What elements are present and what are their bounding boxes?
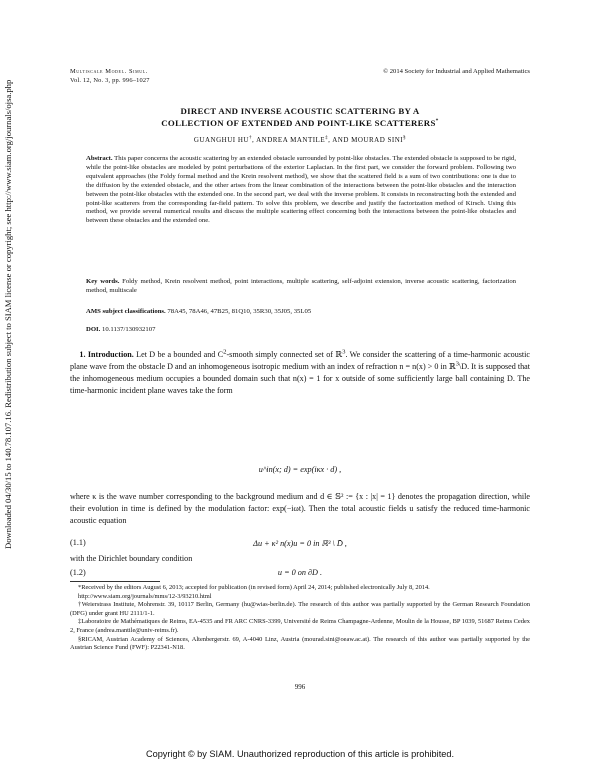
footnote-author-2: ‡Laboratoire de Mathématiques de Reims, EA-4535 and FR ARC CNRS-3399, Université de Reims Champagne-Ardenne, Moulin de la Housse, BP 1039, 51687 Reims Cedex 2, France (andrea.mantile@univ-reims.fr). — [70, 618, 530, 634]
doi-label: DOI. — [86, 326, 101, 333]
keywords-text: Foldy method, Krein resolvent method, point interactions, multiple scattering, self-adjoint extension, inverse acoustic scattering, factorization method, multiscale — [86, 278, 517, 294]
ams-text: 78A45, 78A46, 47B25, 81Q10, 35R30, 35J05, 35L05 — [167, 308, 312, 315]
introduction-paragraph-1: 1. Introduction. Let D be a bounded and $C^2$-smooth simply connected set of ℝ$^3$. We consider the scattering of a time-harmonic acoustic plane wave from the obstacle D and an inhomogeneous isotropic medium with an index of refraction n = n(x) > 0 in ℝ$^3$\D. It is supposed that the inhomogeneous medium occupies a bounded domain such that n(x) = 1 for x outside of some sufficiently large ball containing D. The time-harmonic incident plane waves take the form — [70, 348, 531, 395]
doi-text: 10.1137/130932107 — [101, 326, 156, 333]
bottom-copyright: Copyright © by SIAM. Unauthorized reproduction of this article is prohibited. — [145, 749, 455, 759]
footnote-received: *Received by the editors August 6, 2013; accepted for publication (in revised form) April 24, 2014; published electronically July 8, 2014. — [78, 584, 430, 591]
equation-1-1 — [70, 538, 530, 550]
author-1: GUANGHUI HU — [193, 136, 249, 144]
journal-volume: Vol. 12, No. 3, pp. 996–1027 — [70, 76, 150, 84]
section-heading: 1. Introduction. — [79, 350, 134, 359]
paper-title — [70, 106, 530, 129]
incident-wave-equation: u^in(x; d) = exp(iκx · d) , — [258, 465, 342, 474]
boundary-condition-text: with the Dirichlet boundary condition — [70, 554, 193, 563]
title-line-1: DIRECT AND INVERSE ACOUSTIC SCATTERING BY A — [180, 106, 420, 116]
title-footnote-mark: * — [435, 117, 439, 124]
footnotes — [70, 584, 530, 653]
footnote-author-1: †Weierstrass Institute, Mohrenstr. 39, 10117 Berlin, Germany (hu@wias-berlin.de). The research of this author was partially supported by the German Research Foundation (DFG) under grant HU 2111/1-1. — [70, 601, 530, 617]
abstract-label: Abstract. — [86, 155, 113, 162]
abstract — [86, 155, 516, 226]
footnote-author-3: §RICAM, Austrian Academy of Sciences, Altenbergerstr. 69, A-4040 Linz, Austria (mourad.sini@oeaw.ac.at). The research of this author was partially supported by the Austrian Science Fund (FWF): P22341-N18. — [70, 635, 530, 652]
journal-header — [70, 68, 150, 85]
journal-name: Multiscale Model. Simul. — [70, 68, 149, 75]
ams-label: AMS subject classifications. — [86, 308, 166, 315]
footnote-url[interactable]: http://www.siam.org/journals/mms/12-3/93210.html — [78, 592, 212, 600]
download-notice: Downloaded 04/30/15 to 140.78.107.16. Redistribution subject to SIAM license or copyright; see http://www.siam.org/journals/ojsa.php — [3, 79, 13, 549]
equation-1-2 — [70, 568, 530, 580]
equation-1-1-expression: Δu + κ² n(x)u = 0 in ℝ³ \ D̄ , — [253, 539, 347, 548]
equation-1-2-expression: u = 0 on ∂D . — [277, 568, 323, 577]
equation-1-1-number: (1.1) — [70, 538, 86, 547]
header-copyright: © 2014 Society for Industrial and Applied Mathematics — [383, 68, 530, 75]
title-line-2: COLLECTION OF EXTENDED AND POINT-LIKE SCATTERERS* — [161, 117, 439, 128]
doi — [86, 326, 516, 335]
author-2: ANDREA MANTILE — [256, 136, 326, 144]
equation-1-2-number: (1.2) — [70, 568, 86, 577]
footnote-rule — [70, 581, 160, 582]
author-3: AND MOURAD SINI — [332, 136, 404, 144]
author-list: GUANGHUI HU†, ANDREA MANTILE‡, AND MOURAD SINI§ — [193, 135, 407, 144]
keywords-label: Key words. — [86, 278, 120, 285]
page-number: 996 — [294, 683, 306, 691]
keywords — [86, 278, 516, 296]
introduction-paragraph-2: where κ is the wave number corresponding to the background medium and d ∈ 𝕊² := {x : |x| = 1} denotes the propagation direction, while their evolution in time is defined by the modulation factor: exp(−iωt). Then the total acoustic fields u satisfy the reduced time-harmonic acoustic equation — [70, 492, 530, 525]
ams-classifications — [86, 308, 516, 317]
abstract-text: This paper concerns the acoustic scattering by an extended obstacle surrounded by point-like obstacles. The extended obstacle is supposed to be rigid, while the point-like obstacles are modeled by point perturbations of the exterior Laplacian. In the first part, we consider the forward problem. Following two equivalent approaches (the Foldy formal method and the Krein resolvent method), we show that the scattered field is a sum of two contributions: one is due to the diffusion by the extended obstacle, and the other arises from the linear combination of the interactions between the point-like obstacles and the interaction between the point-like obstacles with the extended one. In the second part, we deal with the inverse problem. It consists in reconstructing both the extended and point-like scatterers from the corresponding far-field pattern. To solve this problem, we describe and justify the factorization method of Kirsch. Using this method, we provide several numerical results and discuss the multiple scattering effect concerning both the interactions between the point-like obstacles and between these obstacles and the extended one. — [86, 155, 516, 225]
